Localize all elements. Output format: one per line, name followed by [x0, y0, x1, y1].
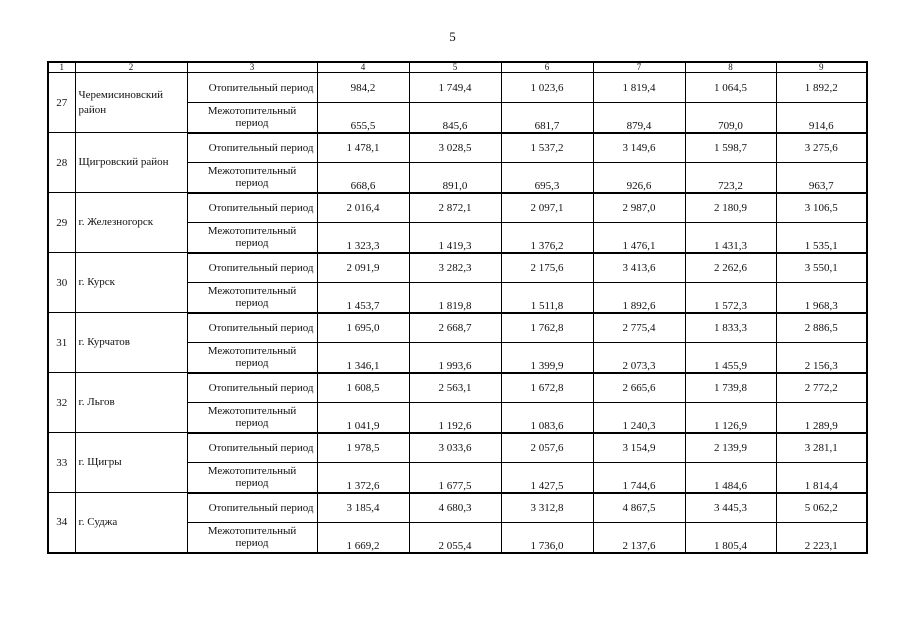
value-cell: 1 736,0 — [501, 523, 593, 553]
period-label: Отопительный период — [187, 73, 317, 103]
value-cell: 1 192,6 — [409, 403, 501, 433]
value-cell: 1 399,9 — [501, 343, 593, 373]
value-cell: 2 987,0 — [593, 193, 685, 223]
value-cell: 2 175,6 — [501, 253, 593, 283]
value-cell: 1 535,1 — [776, 223, 867, 253]
value-cell: 1 833,3 — [685, 313, 776, 343]
row-number: 33 — [48, 433, 75, 493]
value-cell: 2 223,1 — [776, 523, 867, 553]
table-row — [48, 373, 867, 403]
value-cell: 1 819,4 — [593, 73, 685, 103]
value-cell: 2 057,6 — [501, 433, 593, 463]
value-cell: 845,6 — [409, 103, 501, 133]
column-header: 4 — [317, 62, 409, 73]
value-cell: 1 968,3 — [776, 283, 867, 313]
value-cell: 2 156,3 — [776, 343, 867, 373]
district-name: г. Льгов — [75, 373, 187, 433]
value-cell: 1 083,6 — [501, 403, 593, 433]
column-header: 2 — [75, 62, 187, 73]
value-cell: 3 149,6 — [593, 133, 685, 163]
value-cell: 3 106,5 — [776, 193, 867, 223]
table-row — [48, 493, 867, 523]
value-cell: 1 289,9 — [776, 403, 867, 433]
value-cell: 1 427,5 — [501, 463, 593, 493]
period-label: Отопительный период — [187, 313, 317, 343]
tariff-table — [47, 61, 868, 554]
period-label: Отопительный период — [187, 133, 317, 163]
value-cell: 2 016,4 — [317, 193, 409, 223]
district-name: г. Курск — [75, 253, 187, 313]
value-cell: 2 055,4 — [409, 523, 501, 553]
period-label: Межотопительный период — [187, 463, 317, 493]
value-cell: 2 665,6 — [593, 373, 685, 403]
value-cell: 1 431,3 — [685, 223, 776, 253]
column-header: 9 — [776, 62, 867, 73]
value-cell: 1 695,0 — [317, 313, 409, 343]
period-label: Межотопительный период — [187, 343, 317, 373]
table-row — [48, 313, 867, 343]
value-cell: 2 262,6 — [685, 253, 776, 283]
district-name: Щигровский район — [75, 133, 187, 193]
value-cell: 5 062,2 — [776, 493, 867, 523]
value-cell: 4 867,5 — [593, 493, 685, 523]
value-cell: 3 413,6 — [593, 253, 685, 283]
value-cell: 1 064,5 — [685, 73, 776, 103]
table-row — [48, 133, 867, 163]
column-header: 7 — [593, 62, 685, 73]
value-cell: 3 282,3 — [409, 253, 501, 283]
period-label: Отопительный период — [187, 373, 317, 403]
value-cell: 3 028,5 — [409, 133, 501, 163]
period-label: Межотопительный период — [187, 283, 317, 313]
column-header: 1 — [48, 62, 75, 73]
value-cell: 1 814,4 — [776, 463, 867, 493]
value-cell: 723,2 — [685, 163, 776, 193]
value-cell: 1 372,6 — [317, 463, 409, 493]
value-cell: 1 537,2 — [501, 133, 593, 163]
value-cell: 2 137,6 — [593, 523, 685, 553]
period-label: Межотопительный период — [187, 163, 317, 193]
value-cell: 2 668,7 — [409, 313, 501, 343]
value-cell: 2 073,3 — [593, 343, 685, 373]
value-cell: 2 563,1 — [409, 373, 501, 403]
row-number: 28 — [48, 133, 75, 193]
value-cell: 3 033,6 — [409, 433, 501, 463]
value-cell: 1 598,7 — [685, 133, 776, 163]
period-label: Отопительный период — [187, 433, 317, 463]
value-cell: 3 281,1 — [776, 433, 867, 463]
value-cell: 3 445,3 — [685, 493, 776, 523]
value-cell: 2 775,4 — [593, 313, 685, 343]
period-label: Отопительный период — [187, 493, 317, 523]
value-cell: 1 819,8 — [409, 283, 501, 313]
value-cell: 695,3 — [501, 163, 593, 193]
table-row — [48, 433, 867, 463]
value-cell: 1 739,8 — [685, 373, 776, 403]
value-cell: 3 275,6 — [776, 133, 867, 163]
column-header: 3 — [187, 62, 317, 73]
row-number: 34 — [48, 493, 75, 553]
value-cell: 1 041,9 — [317, 403, 409, 433]
period-label: Межотопительный период — [187, 403, 317, 433]
district-name: г. Щигры — [75, 433, 187, 493]
row-number: 29 — [48, 193, 75, 253]
value-cell: 2 097,1 — [501, 193, 593, 223]
row-number: 31 — [48, 313, 75, 373]
value-cell: 926,6 — [593, 163, 685, 193]
value-cell: 3 550,1 — [776, 253, 867, 283]
value-cell: 2 180,9 — [685, 193, 776, 223]
district-name: Черемисиновский район — [75, 73, 187, 133]
value-cell: 3 185,4 — [317, 493, 409, 523]
row-number: 30 — [48, 253, 75, 313]
value-cell: 1 376,2 — [501, 223, 593, 253]
row-number: 32 — [48, 373, 75, 433]
district-name: г. Суджа — [75, 493, 187, 553]
value-cell: 1 669,2 — [317, 523, 409, 553]
value-cell: 879,4 — [593, 103, 685, 133]
period-label: Межотопительный период — [187, 103, 317, 133]
table-row — [48, 253, 867, 283]
value-cell: 1 978,5 — [317, 433, 409, 463]
column-header: 6 — [501, 62, 593, 73]
district-name: г. Железногорск — [75, 193, 187, 253]
value-cell: 1 608,5 — [317, 373, 409, 403]
value-cell: 1 419,3 — [409, 223, 501, 253]
header-row — [48, 62, 867, 73]
value-cell: 4 680,3 — [409, 493, 501, 523]
value-cell: 668,6 — [317, 163, 409, 193]
value-cell: 1 240,3 — [593, 403, 685, 433]
value-cell: 1 744,6 — [593, 463, 685, 493]
period-label: Отопительный период — [187, 193, 317, 223]
value-cell: 3 312,8 — [501, 493, 593, 523]
period-label: Отопительный период — [187, 253, 317, 283]
value-cell: 1 346,1 — [317, 343, 409, 373]
value-cell: 709,0 — [685, 103, 776, 133]
value-cell: 1 892,6 — [593, 283, 685, 313]
table-body — [48, 73, 867, 553]
column-header: 5 — [409, 62, 501, 73]
value-cell: 1 672,8 — [501, 373, 593, 403]
period-label: Межотопительный период — [187, 223, 317, 253]
value-cell: 1 677,5 — [409, 463, 501, 493]
row-number: 27 — [48, 73, 75, 133]
value-cell: 1 023,6 — [501, 73, 593, 103]
value-cell: 1 484,6 — [685, 463, 776, 493]
value-cell: 891,0 — [409, 163, 501, 193]
value-cell: 1 762,8 — [501, 313, 593, 343]
value-cell: 1 511,8 — [501, 283, 593, 313]
value-cell: 655,5 — [317, 103, 409, 133]
page-number: 5 — [449, 29, 456, 44]
table-row — [48, 193, 867, 223]
value-cell: 1 805,4 — [685, 523, 776, 553]
value-cell: 1 892,2 — [776, 73, 867, 103]
value-cell: 1 455,9 — [685, 343, 776, 373]
value-cell: 1 749,4 — [409, 73, 501, 103]
value-cell: 2 139,9 — [685, 433, 776, 463]
value-cell: 2 886,5 — [776, 313, 867, 343]
value-cell: 1 453,7 — [317, 283, 409, 313]
value-cell: 1 476,1 — [593, 223, 685, 253]
value-cell: 1 572,3 — [685, 283, 776, 313]
value-cell: 1 126,9 — [685, 403, 776, 433]
column-header: 8 — [685, 62, 776, 73]
value-cell: 963,7 — [776, 163, 867, 193]
period-label: Межотопительный период — [187, 523, 317, 553]
table-row — [48, 73, 867, 103]
value-cell: 1 478,1 — [317, 133, 409, 163]
value-cell: 1 323,3 — [317, 223, 409, 253]
value-cell: 2 872,1 — [409, 193, 501, 223]
value-cell: 984,2 — [317, 73, 409, 103]
value-cell: 681,7 — [501, 103, 593, 133]
value-cell: 2 091,9 — [317, 253, 409, 283]
value-cell: 3 154,9 — [593, 433, 685, 463]
value-cell: 2 772,2 — [776, 373, 867, 403]
value-cell: 914,6 — [776, 103, 867, 133]
district-name: г. Курчатов — [75, 313, 187, 373]
value-cell: 1 993,6 — [409, 343, 501, 373]
